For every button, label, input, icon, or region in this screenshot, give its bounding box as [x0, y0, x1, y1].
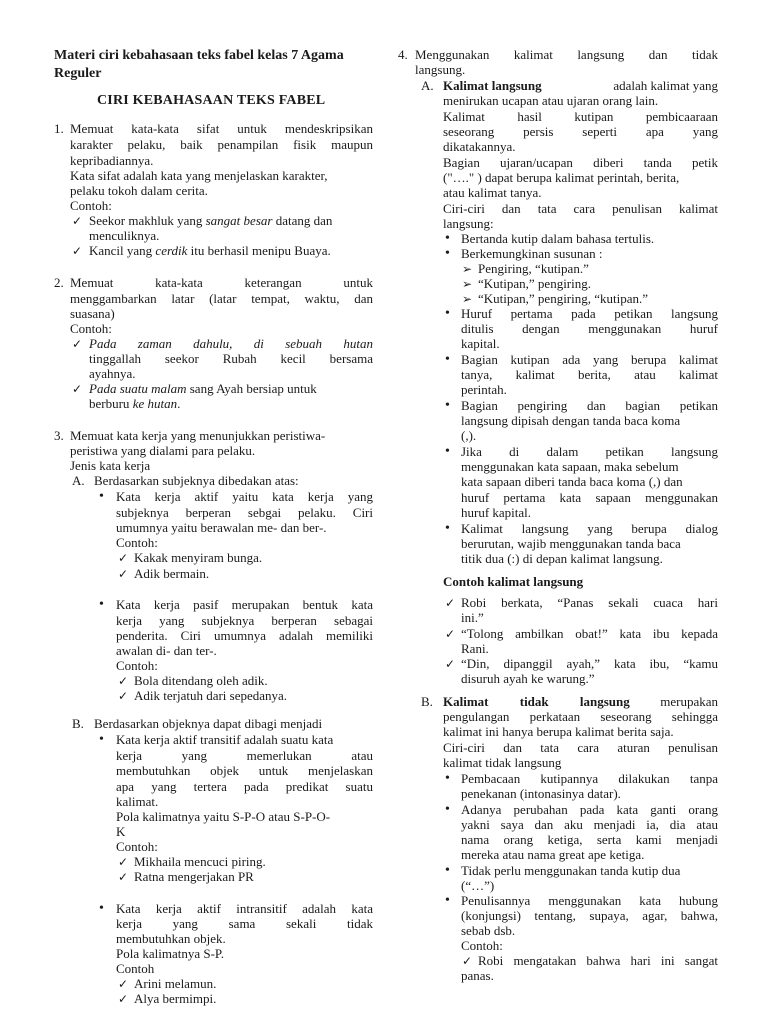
example-line-cont: panas.	[461, 968, 494, 983]
item2-line: menggambarkan latar (latar tempat, waktu, dan	[70, 291, 373, 306]
section-heading: CIRI KEBAHASAAN TEKS FABEL	[97, 93, 326, 108]
item1-line: Kata sifat adalah kata yang menjelaskan karakter,	[70, 168, 328, 183]
check-icon: ✓	[118, 567, 129, 581]
bullet-icon: •	[445, 444, 450, 459]
bullet-line: (“…”)	[461, 878, 495, 893]
bullet-line: membutuhkan objek untuk menjelaskan	[116, 763, 373, 778]
list-number: 1.	[54, 121, 64, 136]
check-icon: ✓	[118, 992, 129, 1006]
bullet-line: yakni saya dan aku menjadi ia, dia atau	[461, 817, 718, 832]
bullet-line: apa yang tertera pada predikat suatu	[116, 779, 373, 794]
item1-line: Memuat kata-kata sifat untuk mendeskripsikan	[70, 121, 373, 136]
example-line-cont: tinggallah seekor Rubah kecil bersama	[89, 351, 373, 366]
bullet-line: Kata kerja aktif intransitif adalah kata	[116, 901, 373, 916]
definition-line: Kalimat tidak langsung merupakan	[443, 694, 718, 709]
bullet-icon: •	[445, 306, 450, 321]
example-line: “Tolong ambilkan obat!” kata ibu kepada	[461, 626, 718, 641]
bullet-line: Kalimat langsung yang berupa dialog	[461, 521, 718, 536]
bullet-icon: •	[445, 352, 450, 367]
bullet-line: umumnya yaitu berawalan me- dan ber-.	[116, 520, 327, 535]
bullet-icon: •	[445, 863, 450, 878]
example-line: Adik bermain.	[134, 566, 210, 581]
contoh-label: Contoh:	[70, 198, 112, 213]
bullet-line: Kata kerja aktif transitif adalah suatu kata	[116, 732, 334, 747]
check-icon: ✓	[118, 855, 129, 869]
bullet-icon: •	[445, 802, 450, 817]
item2-line: Memuat kata-kata keterangan untuk	[70, 275, 373, 290]
arrow-line: “Kutipan,” pengiring.	[478, 276, 591, 291]
bullet-line: Bagian pengiring dan bagian petikan	[461, 398, 718, 413]
bullet-line: awalan di- dan ter-.	[116, 643, 217, 658]
bullet-line: penekanan (intonasinya datar).	[461, 786, 621, 801]
bullet-line: sebab dsb.	[461, 923, 516, 938]
check-icon: ✓	[118, 551, 129, 565]
item3-line: Memuat kata kerja yang menunjukkan peristiwa-	[70, 428, 326, 443]
bullet-line: Tidak perlu menggunakan tanda kutip dua	[461, 863, 681, 878]
bullet-icon: •	[445, 771, 450, 786]
bullet-line: Bagian kutipan ada yang berupa kalimat	[461, 352, 718, 367]
definition-line: Kalimat hasil kutipan pembicaaraan	[443, 109, 718, 124]
definition-line: kalimat tidak langsung	[443, 755, 562, 770]
section-letter: A.	[72, 473, 85, 488]
bullet-icon: •	[99, 597, 104, 612]
examples-heading: Contoh kalimat langsung	[443, 574, 584, 589]
section-label: Berdasarkan subjeknya dibedakan atas:	[94, 473, 299, 488]
contoh-label: Contoh:	[70, 321, 112, 336]
example-line: “Din, dipanggil ayah,” kata ibu, “kamu	[461, 656, 718, 671]
bullet-line: kerja yang sama sekali tidak	[116, 916, 373, 931]
bullet-line: kapital.	[461, 336, 500, 351]
section-letter: B.	[421, 694, 433, 709]
definition-line: Bagian ujaran/ucapan diberi tanda petik	[443, 155, 718, 170]
example-line: Kakak menyiram bunga.	[134, 550, 263, 565]
example-line: Ratna mengerjakan PR	[134, 869, 254, 884]
definition-line: dikatakannya.	[443, 139, 516, 154]
list-number: 4.	[398, 47, 408, 62]
item2-line: suasana)	[70, 306, 115, 321]
section-letter: A.	[421, 78, 434, 93]
bullet-line: kerja yang subjeknya berperan sebagai	[116, 613, 373, 628]
bullet-line: titik dua (:) di depan kalimat langsung.	[461, 551, 663, 566]
example-line: Mikhaila mencuci piring.	[134, 854, 266, 869]
check-icon: ✓	[72, 214, 83, 228]
bullet-line: Huruf pertama pada petikan langsung	[461, 306, 718, 321]
bullet-line: Berkemungkinan susunan :	[461, 246, 603, 261]
bullet-line: tanya, kalimat berita, atau kalimat	[461, 367, 718, 382]
definition-line: ("…." ) dapat berupa kalimat perintah, berita,	[443, 170, 680, 185]
bullet-line: membutuhkan objek.	[116, 931, 226, 946]
bullet-line: kata sapaan diberi tanda baca koma (,) dan	[461, 474, 683, 489]
definition-line: pengulangan perkataan seseorang sehingga	[443, 709, 718, 724]
bullet-line: Adanya perubahan pada kata ganti orang	[461, 802, 718, 817]
example-line-cont: ayahnya.	[89, 366, 136, 381]
example-line: Alya bermimpi.	[134, 991, 217, 1006]
arrow-line: “Kutipan,” pengiring, “kutipan.”	[478, 291, 649, 306]
check-icon: ✓	[72, 337, 83, 351]
bullet-line: Kata kerja aktif yaitu kata kerja yang	[116, 489, 373, 504]
item4-line: Menggunakan kalimat langsung dan tidak	[415, 47, 718, 62]
list-number: 2.	[54, 275, 64, 290]
list-number: 3.	[54, 428, 64, 443]
bullet-line: Kata kerja pasif merupakan bentuk kata	[116, 597, 373, 612]
check-icon: ✓	[72, 382, 83, 396]
item1-line: kepribadiannya.	[70, 153, 154, 168]
contoh-label: Contoh:	[116, 658, 158, 673]
check-icon: ✓	[445, 627, 456, 641]
bullet-icon: •	[445, 893, 450, 908]
definition-line: Ciri-ciri dan tata cara aturan penulisan	[443, 740, 718, 755]
arrow-icon: ➢	[462, 262, 473, 276]
example-line: Robi berkata, “Panas sekali cuaca hari	[461, 595, 718, 610]
definition-line: Ciri-ciri dan tata cara penulisan kalimat	[443, 201, 718, 216]
bullet-line: subjeknya berperan sebgai pelaku. Ciri	[116, 505, 373, 520]
example-line-cont: ini.”	[461, 610, 484, 625]
bullet-line: Pola kalimatnya S-P.	[116, 946, 224, 961]
example-line-cont: berburu ke hutan.	[89, 396, 181, 411]
bullet-line: langsung dipisah dengan tanda baca koma	[461, 413, 681, 428]
example-line-cont: menculiknya.	[89, 228, 160, 243]
check-icon: ✓	[445, 596, 456, 610]
check-icon: ✓	[118, 977, 129, 991]
bullet-line: huruf pertama kata sapaan menggunakan	[461, 490, 718, 505]
document-title: Materi ciri kebahasaan teks fabel kelas 7 Agama	[54, 48, 344, 63]
bullet-line: kerja yang memerlukan atau	[116, 748, 373, 763]
definition-line: atau kalimat tanya.	[443, 185, 542, 200]
bullet-icon: •	[445, 398, 450, 413]
section-letter: B.	[72, 716, 84, 731]
bullet-icon: •	[99, 732, 104, 747]
example-line-cont: Rani.	[461, 641, 489, 656]
arrow-line: Pengiring, “kutipan.”	[478, 261, 589, 276]
example-line: Adik terjatuh dari sepedanya.	[134, 688, 288, 703]
bullet-line: perintah.	[461, 382, 507, 397]
contoh-label: Contoh:	[116, 839, 158, 854]
arrow-icon: ➢	[462, 277, 473, 291]
check-icon: ✓	[118, 870, 129, 884]
example-line: Robi mengatakan bahwa hari ini sangat	[478, 953, 718, 968]
item3-line: peristiwa yang dialami para pelaku.	[70, 443, 256, 458]
bullet-line: nama orang ketiga, serta kami menjadi	[461, 832, 718, 847]
item4-line: langsung.	[415, 62, 466, 77]
bullet-line: menggunakan kata sapaan, maka sebelum	[461, 459, 679, 474]
bullet-line: kalimat.	[116, 794, 159, 809]
contoh-label: Contoh:	[116, 535, 158, 550]
section-label: Berdasarkan objeknya dapat dibagi menjadi	[94, 716, 323, 731]
example-line: Seekor makhluk yang sangat besar datang dan	[89, 213, 333, 228]
example-line: Bola ditendang oleh adik.	[134, 673, 268, 688]
document-title-cont: Reguler	[54, 66, 102, 81]
bullet-line: (,).	[461, 428, 477, 443]
check-icon: ✓	[72, 244, 83, 258]
bullet-line: mereka atau nama great ape ketiga.	[461, 847, 645, 862]
example-line: Arini melamun.	[134, 976, 217, 991]
check-icon: ✓	[445, 657, 456, 671]
bullet-line: Bertanda kutip dalam bahasa tertulis.	[461, 231, 655, 246]
contoh-label: Contoh:	[461, 938, 503, 953]
item3-line: Jenis kata kerja	[70, 458, 151, 473]
bullet-icon: •	[445, 246, 450, 261]
bullet-line: (konjungsi) tentang, supaya, agar, bahwa,	[461, 908, 718, 923]
bullet-line: ditulis dengan menggunakan huruf	[461, 321, 718, 336]
bullet-line: Pola kalimatnya yaitu S-P-O atau S-P-O-	[116, 809, 331, 824]
bullet-line: K	[116, 824, 126, 839]
bullet-line: penderita. Ciri umumnya adalah memiliki	[116, 628, 373, 643]
definition-line: seseorang persis seperti apa yang	[443, 124, 718, 139]
bullet-line: berurutan, wajib menggunakan tanda baca	[461, 536, 681, 551]
bullet-line: huruf kapital.	[461, 505, 532, 520]
bullet-line: Jika di dalam petikan langsung	[461, 444, 718, 459]
example-line: Pada zaman dahulu, di sebuah hutan	[89, 336, 373, 351]
check-icon: ✓	[118, 674, 129, 688]
bullet-line: Penulisannya menggunakan kata hubung	[461, 893, 718, 908]
example-line: Pada suatu malam sang Ayah bersiap untuk	[89, 381, 317, 396]
definition-line: kalimat ini hanya berupa kalimat berita saja.	[443, 724, 674, 739]
check-icon: ✓	[462, 954, 473, 968]
item1-line: pelaku tokoh dalam cerita.	[70, 183, 208, 198]
bullet-icon: •	[445, 231, 450, 246]
bullet-icon: •	[445, 521, 450, 536]
definition-line: menirukan ucapan atau ujaran orang lain.	[443, 93, 659, 108]
example-line: Kancil yang cerdik itu berhasil menipu Buaya.	[89, 243, 331, 258]
definition-line: langsung:	[443, 216, 494, 231]
example-line-cont: disuruh ayah ke warung.”	[461, 671, 595, 686]
bullet-icon: •	[99, 489, 104, 504]
arrow-icon: ➢	[462, 292, 473, 306]
item1-line: karakter pelaku, baik penampilan fisik maupun	[70, 137, 373, 152]
bullet-icon: •	[99, 901, 104, 916]
bullet-line: Pembacaan kutipannya dilakukan tanpa	[461, 771, 718, 786]
check-icon: ✓	[118, 689, 129, 703]
contoh-label: Contoh	[116, 961, 155, 976]
definition-line: Kalimat langsung adalah kalimat yang	[443, 78, 718, 93]
